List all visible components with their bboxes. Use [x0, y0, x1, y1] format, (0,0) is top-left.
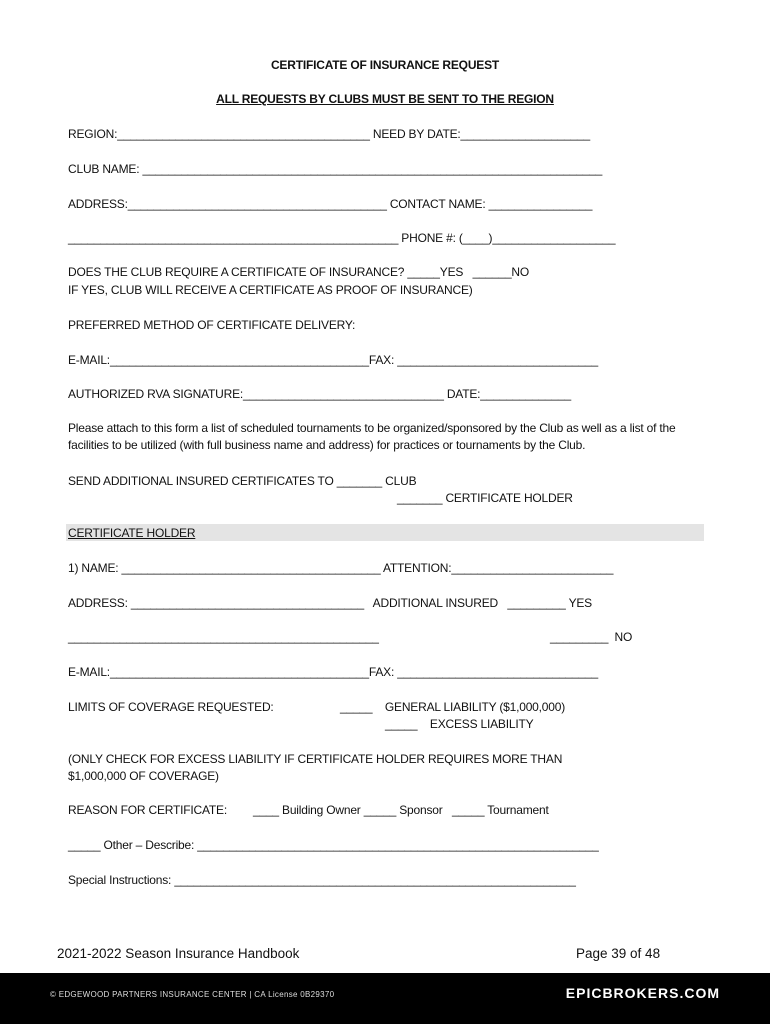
email-fax-line: E-MAIL:________________________________________FAX: _______________________________	[68, 353, 598, 367]
reason-label: REASON FOR CERTIFICATE:	[68, 803, 227, 817]
footer-handbook: 2021-2022 Season Insurance Handbook	[57, 946, 300, 961]
require-question: DOES THE CLUB REQUIRE A CERTIFICATE OF INSURANCE? _____YES ______NO	[68, 265, 530, 279]
attach-paragraph: Please attach to this form a list of scheduled tournaments to be organized/sponsored by the Club as well as a list of the facilities to be utilized (with full business name and address) for practices or tournaments by the Club.	[68, 421, 676, 452]
special-instructions-line: Special Instructions: ______________________________________________________________	[68, 873, 576, 887]
holder-blank-line: ________________________________________________	[68, 630, 379, 644]
certificate-holder-band	[66, 524, 704, 541]
general-liability-option: _____ GENERAL LIABILITY ($1,000,000)	[340, 700, 566, 714]
form-subtitle: ALL REQUESTS BY CLUBS MUST BE SENT TO THE REGION	[216, 92, 554, 106]
limits-label: LIMITS OF COVERAGE REQUESTED:	[68, 700, 274, 714]
other-describe-line: _____ Other – Describe: ______________________________________________________________	[68, 838, 599, 852]
additional-insured-no: _________ NO	[550, 630, 633, 644]
send-to-line: SEND ADDITIONAL INSURED CERTIFICATES TO _______ CLUB	[68, 474, 417, 488]
region-line: REGION:_______________________________________ NEED BY DATE:____________________	[68, 127, 591, 141]
require-note: IF YES, CLUB WILL RECEIVE A CERTIFICATE AS PROOF OF INSURANCE)	[68, 283, 473, 297]
send-to-holder-line: _______ CERTIFICATE HOLDER	[397, 491, 573, 505]
footer-page-number: Page 39 of 48	[576, 946, 661, 961]
footer-bar	[0, 973, 770, 1024]
delivery-label: PREFERRED METHOD OF CERTIFICATE DELIVERY:	[68, 318, 356, 332]
excess-liability-option: _____ EXCESS LIABILITY	[385, 717, 534, 731]
phone-line: ___________________________________________________ PHONE #: (____)___________________	[68, 231, 616, 245]
signature-line: AUTHORIZED RVA SIGNATURE:_______________________________ DATE:______________	[68, 387, 571, 401]
holder-name-line: 1) NAME: ________________________________________ ATTENTION:_________________________	[68, 561, 614, 575]
holder-email-fax-line: E-MAIL:________________________________________FAX: _______________________________	[68, 665, 598, 679]
reason-options: ____ Building Owner _____ Sponsor _____ Tournament	[253, 803, 549, 817]
address-line: ADDRESS:________________________________________ CONTACT NAME: ________________	[68, 197, 593, 211]
holder-address-line: ADDRESS: ____________________________________ ADDITIONAL INSURED _________ YES	[68, 596, 592, 610]
club-name-line: CLUB NAME: _______________________________________________________________________	[68, 162, 603, 176]
excess-note-1: (ONLY CHECK FOR EXCESS LIABILITY IF CERTIFICATE HOLDER REQUIRES MORE THAN	[68, 752, 563, 766]
excess-note-2: $1,000,000 OF COVERAGE)	[68, 769, 219, 783]
footer-brand: EPICBROKERS.COM	[565, 985, 720, 1001]
certificate-holder-heading: CERTIFICATE HOLDER	[68, 526, 196, 540]
form-title: CERTIFICATE OF INSURANCE REQUEST	[270, 58, 500, 72]
footer-company: © EDGEWOOD PARTNERS INSURANCE CENTER | CA License 0B29370	[50, 990, 335, 999]
